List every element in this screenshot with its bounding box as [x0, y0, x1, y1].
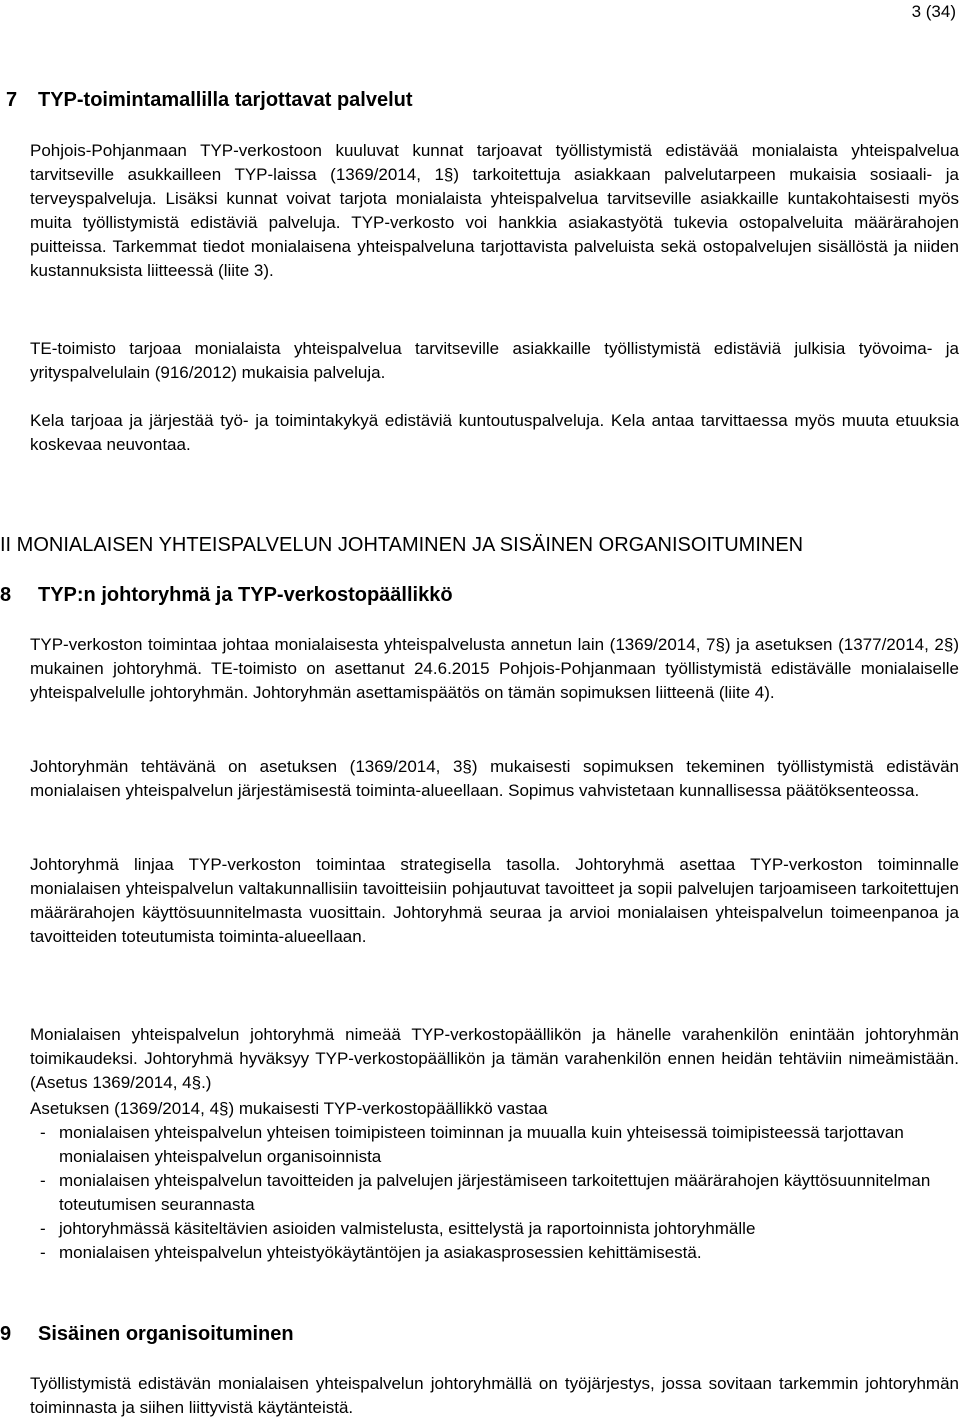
list-marker: - — [40, 1219, 46, 1238]
list-item-text: monialaisen yhteispalvelun tavoitteiden ja palvelujen järjestämiseen tarkoitettujen määrärahojen käyttösuunnitelman toteutumisen seurannasta — [59, 1171, 931, 1214]
paragraph: Johtoryhmä linjaa TYP-verkoston toimintaa strategisella tasolla. Johtoryhmä asettaa TYP-verkoston toiminnalle monialaisen yhteispalvelun valtakunnallisiin tavoitteisiin pohjautuvat tavoitteet ja sopii palvelujen tarjoamiseen tarkoitettujen määrärahojen käyttösuunnitelmasta vuosittain. Johtoryhmä seuraa ja arvioi monialaisen yhteispalvelun toimeenpanoa ja tavoitteiden toteutumista toiminta-alueellaan. — [30, 855, 959, 946]
section-title: Sisäinen organisoituminen — [38, 1323, 294, 1345]
paragraph: Monialaisen yhteispalvelun johtoryhmä nimeää TYP-verkostopäällikön ja hänelle varahenkilön enintään johtoryhmän toimikaudeksi. Johtoryhmä hyväksyy TYP-verkostopäällikön ja tämän varahenkilön ennen heidän tehtäviin nimeämistään. (Asetus 1369/2014, 4§.) — [30, 1025, 959, 1092]
paragraph: Työllistymistä edistävän monialaisen yhteispalvelun johtoryhmällä on työjärjestys, jossa sovitaan tarkemmin johtoryhmän toiminnasta ja siihen liittyvistä käytänteistä. — [30, 1374, 959, 1417]
responsibility-list — [40, 1121, 959, 1265]
list-marker: - — [40, 1243, 46, 1262]
paragraph: Johtoryhmän tehtävänä on asetuksen (1369/2014, 3§) mukaisesti sopimuksen tekeminen työllistymistä edistävän monialaisen yhteispalvelun järjestämisestä toiminta-alueellaan. Sopimus vahvistetaan kunnallisessa päätöksenteossa. — [30, 757, 959, 800]
section-7-heading — [6, 87, 413, 113]
paragraph: Asetuksen (1369/2014, 4§) mukaisesti TYP-verkostopäällikkö vastaa — [30, 1099, 548, 1118]
paragraph: TYP-verkoston toimintaa johtaa monialaisesta yhteispalvelusta annetun lain (1369/2014, 7§) ja asetuksen (1377/2014, 2§) mukainen johtoryhmä. TE-toimisto on asettanut 24.6.2015 Pohjois-Pohjanmaan työllistymistä edistävälle monialaiselle yhteispalvelulle johtoryhmän. Johtoryhmän asettamispäätös on tämän sopimuksen liitteenä (liite 4). — [30, 635, 959, 702]
paragraph: Pohjois-Pohjanmaan TYP-verkostoon kuuluvat kunnat tarjoavat työllistymistä edistävää monialaista yhteispalvelua tarvitseville asukkailleen TYP-laissa (1369/2014, 1§) tarkoitettuja asiakkaan palvelutarpeen mukaisia sosiaali- ja terveyspalveluja. Lisäksi kunnat voivat tarjota monialaista yhteispalvelua tarvitseville asiakkaille kuntakohtaisesti myös muita työllistymistä edistäviä palveluja. TYP-verkosto voi hankkia asiakastyötä tukevia ostopalveluita määrärahojen puitteissa. Tarkemmat tiedot monialaisena yhteispalveluna tarjottavista palveluista sekä ostopalvelujen sisällöstä ja niiden kustannuksista liitteessä (liite 3). — [30, 141, 959, 280]
list-marker: - — [40, 1123, 46, 1142]
paragraph: Kela tarjoaa ja järjestää työ- ja toimintakykyä edistäviä kuntoutuspalveluja. Kela antaa tarvittaessa myös muuta etuuksia koskevaa neuvontaa. — [30, 411, 959, 454]
section-8-heading — [0, 582, 453, 608]
page-number: 3 (34) — [911, 2, 956, 21]
section-title: TYP-toimintamallilla tarjottavat palvelut — [38, 89, 413, 111]
section-number: 8 — [0, 584, 12, 606]
list-item — [40, 1217, 959, 1241]
section-title: TYP:n johtoryhmä ja TYP-verkostopäällikkö — [38, 584, 453, 606]
list-item — [40, 1121, 959, 1169]
list-item — [40, 1169, 959, 1217]
list-item-text: monialaisen yhteispalvelun yhteisen toimipisteen toiminnan ja muualla kuin yhteisessä toimipisteessä tarjottavan monialaisen yhteispalvelun organisoinnista — [59, 1123, 904, 1166]
list-item — [40, 1241, 959, 1265]
part-heading: II MONIALAISEN YHTEISPALVELUN JOHTAMINEN JA SISÄINEN ORGANISOITUMINEN — [0, 534, 804, 556]
list-item-text: johtoryhmässä käsiteltävien asioiden valmistelusta, esittelystä ja raportoinnista johtoryhmälle — [59, 1219, 756, 1238]
section-number: 7 — [6, 89, 18, 111]
section-number: 9 — [0, 1323, 12, 1345]
section-9-heading — [0, 1321, 294, 1347]
list-marker: - — [40, 1171, 46, 1190]
paragraph: TE-toimisto tarjoaa monialaista yhteispalvelua tarvitseville asiakkaille työllistymistä edistäviä julkisia työvoima- ja yrityspalvelulain (916/2012) mukaisia palveluja. — [30, 339, 959, 382]
list-item-text: monialaisen yhteispalvelun yhteistyökäytäntöjen ja asiakasprosessien kehittämisestä. — [59, 1243, 702, 1262]
